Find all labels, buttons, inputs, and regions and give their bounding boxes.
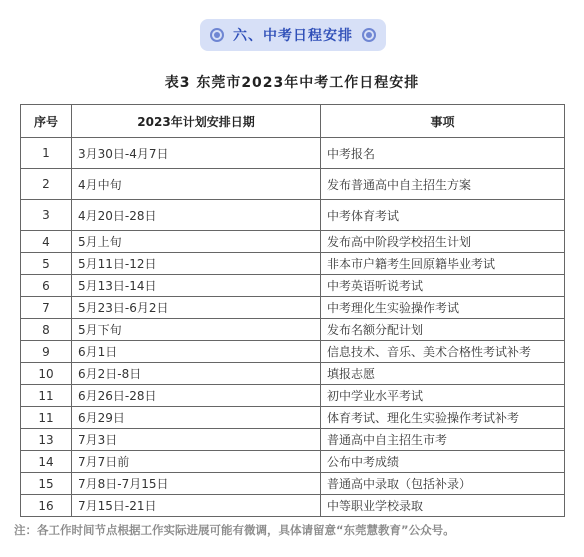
table-row [21,138,565,169]
cell-item: 中考理化生实验操作考试 [321,297,565,319]
table-row [21,495,565,517]
cell-index: 1 [21,138,72,169]
table-row [21,385,565,407]
table-row [21,341,565,363]
table-row [21,275,565,297]
table-title: 表3 东莞市2023年中考工作日程安排 [164,75,420,91]
cell-item: 体育考试、理化生实验操作考试补考 [321,407,565,429]
cell-date: 6月1日 [72,341,321,363]
header-index: 序号 [21,105,72,138]
cell-item: 普通高中自主招生市考 [321,429,565,451]
cell-item: 公布中考成绩 [321,451,565,473]
cell-item: 中等职业学校录取 [321,495,565,517]
table-row [21,429,565,451]
table-row [21,319,565,341]
cell-date: 7月15日-21日 [72,495,321,517]
cell-index: 3 [21,200,72,231]
cell-index: 7 [21,297,72,319]
table-row [21,407,565,429]
cell-index: 2 [21,169,72,200]
schedule-table [20,104,565,517]
cell-date: 3月30日-4月7日 [72,138,321,169]
cell-item: 发布普通高中自主招生方案 [321,169,565,200]
cell-index: 5 [21,253,72,275]
table-row [21,451,565,473]
cell-date: 6月29日 [72,407,321,429]
table-row [21,169,565,200]
table-row [21,231,565,253]
cell-index: 10 [21,363,72,385]
cell-item: 初中学业水平考试 [321,385,565,407]
table-row [21,363,565,385]
header-date: 2023年计划安排日期 [72,105,321,138]
cell-index: 11 [21,385,72,407]
cell-date: 5月13日-14日 [72,275,321,297]
cell-item: 普通高中录取（包括补录） [321,473,565,495]
circle-bullet-icon [362,28,376,42]
cell-index: 4 [21,231,72,253]
section-heading-badge [200,19,386,51]
cell-date: 5月下旬 [72,319,321,341]
cell-date: 4月中旬 [72,169,321,200]
cell-date: 4月20日-28日 [72,200,321,231]
cell-index: 13 [21,429,72,451]
cell-index: 8 [21,319,72,341]
section-title: 六、中考日程安排 [233,28,353,44]
cell-item: 发布名额分配计划 [321,319,565,341]
table-header-row [21,105,565,138]
footnote: 注：各工作时间节点根据工作实际进展可能有微调，具体请留意“东莞慧教育”公众号。 [14,523,455,537]
circle-bullet-icon [210,28,224,42]
cell-index: 11 [21,407,72,429]
cell-date: 6月26日-28日 [72,385,321,407]
cell-index: 6 [21,275,72,297]
cell-date: 5月11日-12日 [72,253,321,275]
cell-item: 中考英语听说考试 [321,275,565,297]
cell-item: 信息技术、音乐、美术合格性考试补考 [321,341,565,363]
cell-item: 非本市户籍考生回原籍毕业考试 [321,253,565,275]
cell-item: 中考体育考试 [321,200,565,231]
cell-date: 7月3日 [72,429,321,451]
cell-index: 15 [21,473,72,495]
header-item: 事项 [321,105,565,138]
cell-date: 6月2日-8日 [72,363,321,385]
cell-date: 5月上旬 [72,231,321,253]
table-row [21,297,565,319]
cell-index: 14 [21,451,72,473]
cell-item: 填报志愿 [321,363,565,385]
cell-date: 7月8日-7月15日 [72,473,321,495]
cell-date: 7月7日前 [72,451,321,473]
cell-item: 发布高中阶段学校招生计划 [321,231,565,253]
cell-index: 16 [21,495,72,517]
table-row [21,200,565,231]
cell-item: 中考报名 [321,138,565,169]
table-row [21,473,565,495]
cell-date: 5月23日-6月2日 [72,297,321,319]
table-row [21,253,565,275]
cell-index: 9 [21,341,72,363]
